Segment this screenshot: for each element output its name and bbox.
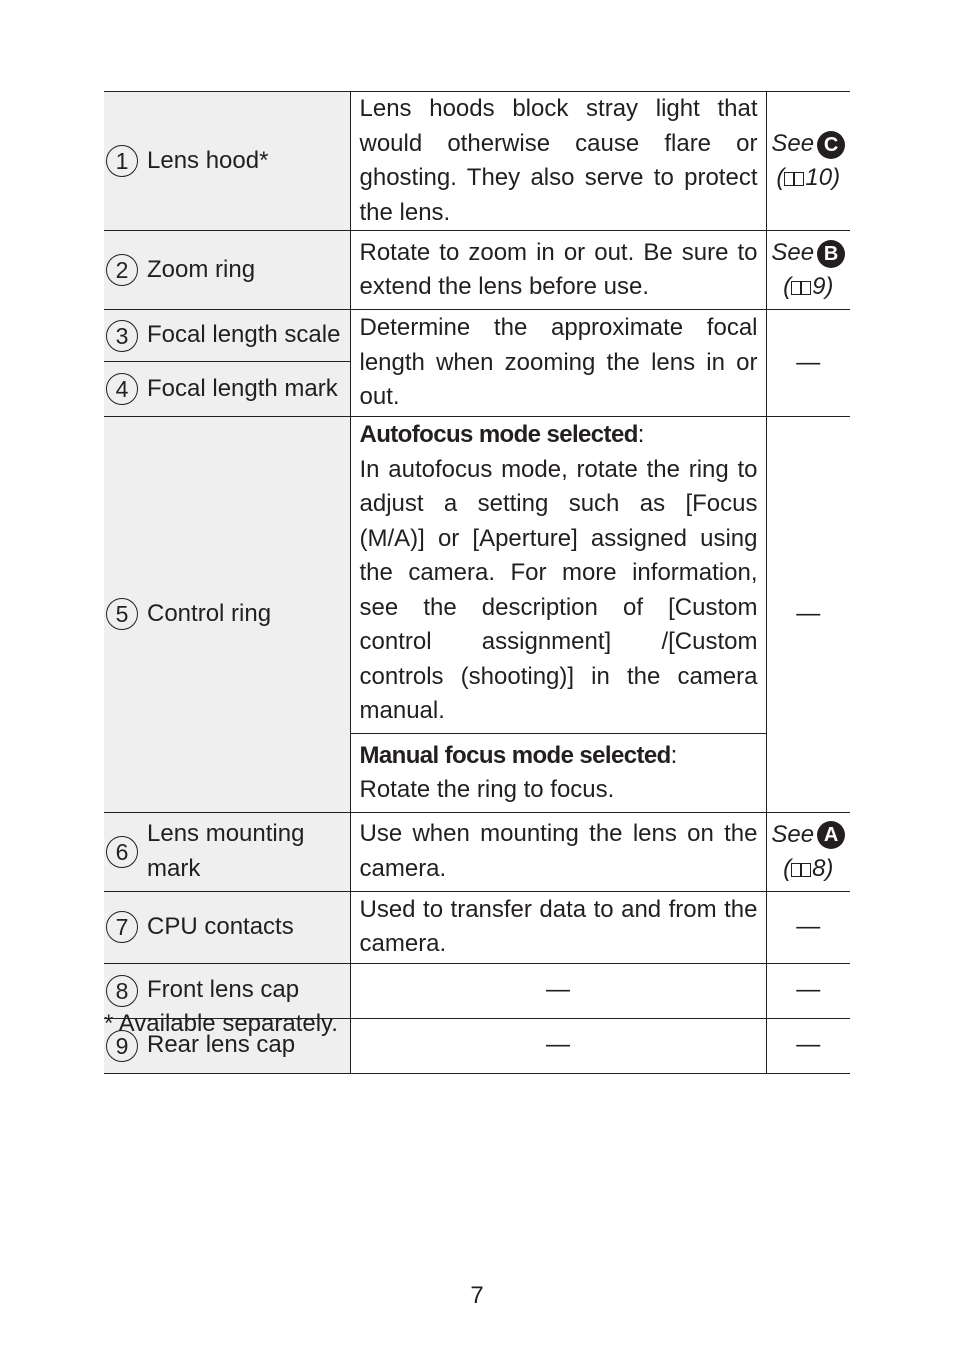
part-number-badge: 9 xyxy=(106,1030,138,1062)
description-text: Use when mounting the lens on the camera. xyxy=(359,820,758,882)
footnote: * Available separately. xyxy=(104,1010,338,1037)
reference-cell xyxy=(766,417,850,813)
table-row xyxy=(104,417,850,813)
part-cell xyxy=(104,891,350,963)
colon: : xyxy=(637,421,645,448)
part-cell xyxy=(104,231,350,310)
part-name: Control ring xyxy=(147,600,272,627)
table-row xyxy=(104,231,850,310)
manual-focus-heading: Manual focus mode selected xyxy=(359,741,671,769)
table-row xyxy=(104,310,850,362)
reference-page: 10 xyxy=(805,164,833,191)
description-text: Lens hoods block stray light that would otherwise cause flare or ghosting. They also serve to protect the lens. xyxy=(359,95,758,226)
description-cell xyxy=(350,812,766,891)
reference-cell xyxy=(766,92,850,231)
table-row xyxy=(104,891,850,963)
page-reference xyxy=(767,818,851,886)
reference-cell xyxy=(766,1018,850,1073)
part-name: Rear lens cap xyxy=(147,1031,296,1059)
section-badge: A xyxy=(817,821,845,849)
reference-cell xyxy=(766,231,850,310)
table-row xyxy=(104,812,850,891)
description-cell xyxy=(350,310,766,417)
reference-cell xyxy=(766,891,850,963)
paren-open: ( xyxy=(783,273,792,300)
part-number-badge: 8 xyxy=(106,975,138,1007)
autofocus-text: In autofocus mode, rotate the ring to adjust a setting such as [Focus (M/A)] or [Aperture] assigned using the camera. For more information, see the description of [Custom control assignment] /[Custom controls (shooting)] in the camera manual. xyxy=(359,455,758,724)
manual-focus-section xyxy=(360,734,758,812)
no-description-dash: — xyxy=(546,1031,570,1059)
paren-close: ) xyxy=(832,164,841,191)
part-number-badge: 2 xyxy=(106,254,138,286)
part-name: Lens hood* xyxy=(147,146,269,174)
page-number: 7 xyxy=(470,1282,484,1309)
lens-parts-table xyxy=(104,91,850,1074)
part-name: Front lens cap xyxy=(147,976,300,1004)
part-number-badge: 6 xyxy=(106,836,138,868)
no-reference-dash: — xyxy=(796,348,821,376)
part-name: Focal length mark xyxy=(147,374,338,402)
reference-page: 8 xyxy=(812,854,826,882)
autofocus-section xyxy=(360,417,758,733)
description-cell xyxy=(350,1018,766,1073)
part-cell xyxy=(104,812,350,891)
no-reference-dash: — xyxy=(796,976,821,1004)
page-reference xyxy=(767,127,851,195)
manual-focus-text: Rotate the ring to focus. xyxy=(359,776,615,803)
reference-cell xyxy=(766,812,850,891)
see-label: See xyxy=(771,130,815,157)
autofocus-heading: Autofocus mode selected xyxy=(359,421,638,448)
see-label: See xyxy=(771,239,815,266)
paren-open: ( xyxy=(783,854,792,882)
no-reference-dash: — xyxy=(796,912,821,940)
no-description-dash: — xyxy=(546,976,570,1004)
description-text: Rotate to zoom in or out. Be sure to extend the lens before use. xyxy=(359,238,758,300)
part-number-badge: 5 xyxy=(106,598,138,630)
colon: : xyxy=(670,741,678,769)
paren-close: ) xyxy=(825,854,834,882)
reference-cell xyxy=(766,963,850,1018)
part-number-badge: 7 xyxy=(106,911,138,943)
see-label: See xyxy=(771,820,815,848)
paren-close: ) xyxy=(825,273,834,300)
reference-page: 9 xyxy=(812,273,826,300)
section-badge: C xyxy=(817,131,845,159)
table-row xyxy=(104,92,850,231)
book-reference-icon xyxy=(784,172,804,186)
description-cell xyxy=(350,891,766,963)
page-reference xyxy=(767,236,851,304)
part-cell xyxy=(104,92,350,231)
description-cell xyxy=(350,231,766,310)
description-cell xyxy=(350,92,766,231)
part-cell xyxy=(104,417,350,813)
part-name: Zoom ring xyxy=(147,255,256,283)
part-cell xyxy=(104,362,350,417)
book-reference-icon xyxy=(791,281,811,295)
book-reference-icon xyxy=(791,863,811,877)
part-number-badge: 1 xyxy=(106,145,138,177)
section-badge: B xyxy=(817,240,845,268)
description-text: Determine the approximate focal length when zooming the lens in or out. xyxy=(359,314,758,411)
part-name: CPU contacts xyxy=(147,912,294,940)
description-text: Used to transfer data to and from the camera. xyxy=(359,895,758,957)
description-cell xyxy=(350,417,766,813)
part-number-badge: 4 xyxy=(106,373,138,405)
part-name: Lens mounting mark xyxy=(147,820,305,882)
part-cell xyxy=(104,310,350,362)
part-name: Focal length scale xyxy=(147,321,341,349)
reference-cell xyxy=(766,310,850,417)
no-reference-dash: — xyxy=(796,1031,821,1059)
no-reference-dash: — xyxy=(796,600,821,627)
paren-open: ( xyxy=(776,164,785,191)
description-cell xyxy=(350,963,766,1018)
part-number-badge: 3 xyxy=(106,320,138,352)
